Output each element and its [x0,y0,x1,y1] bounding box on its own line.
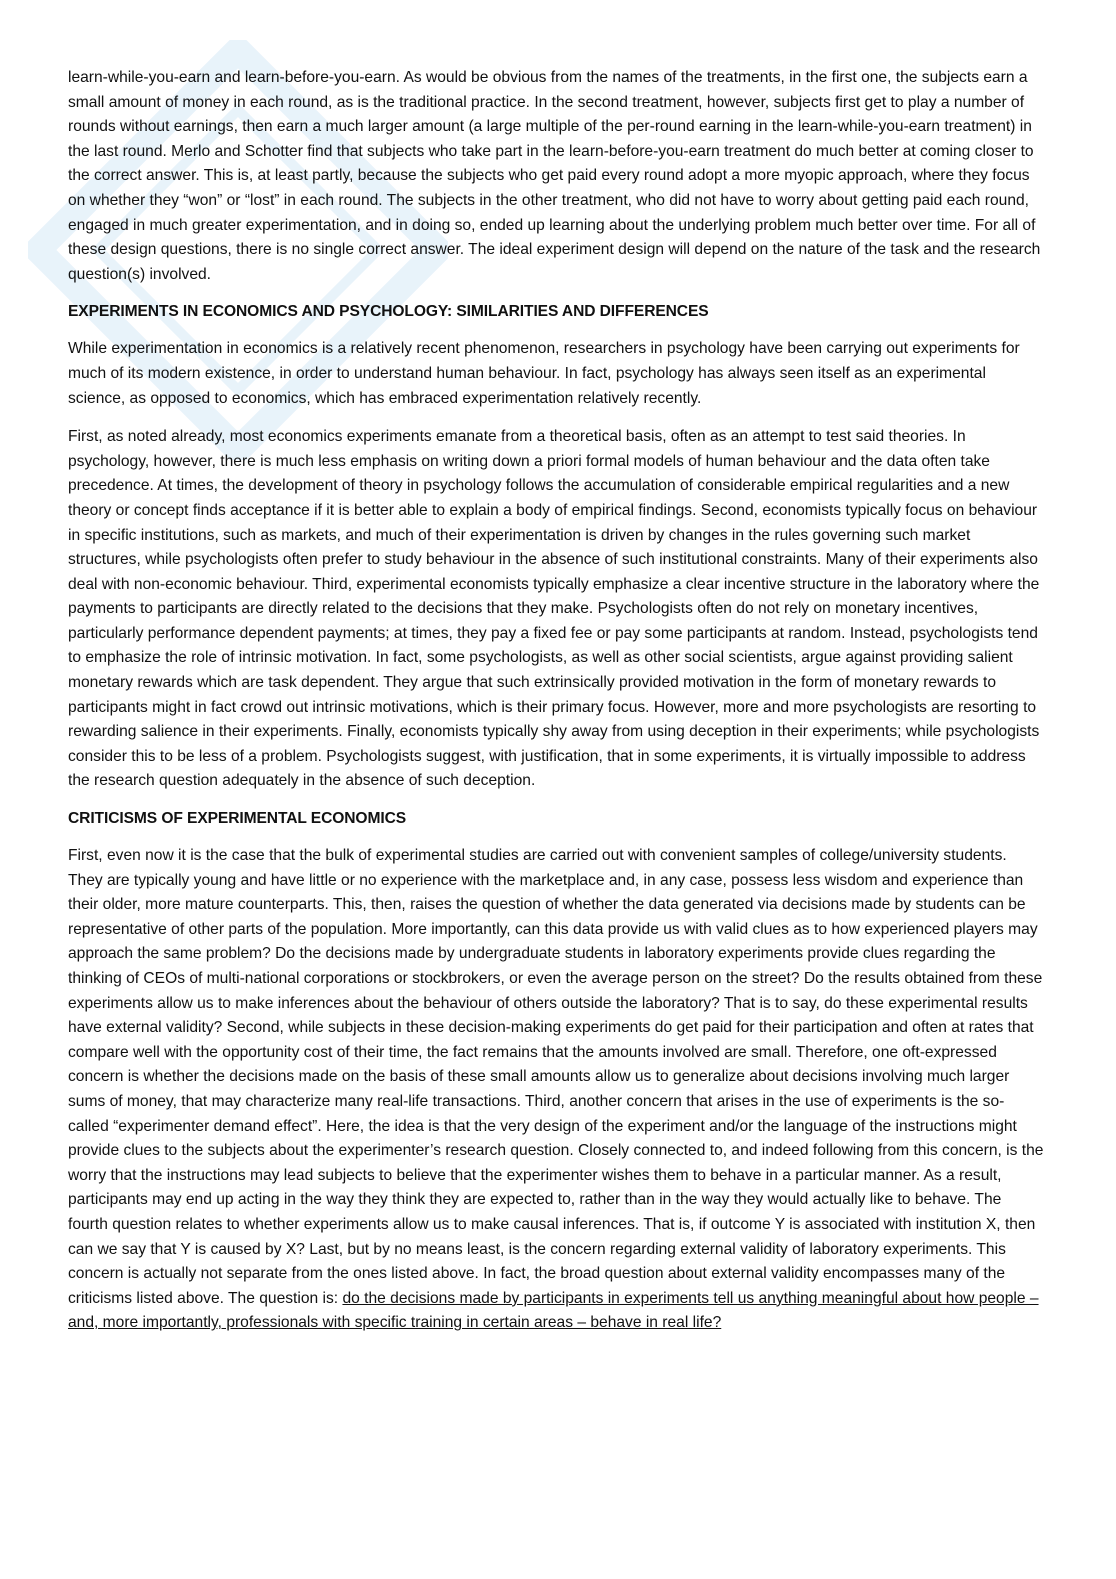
section2-paragraph-text: First, even now it is the case that the bulk of experimental studies are carried out with convenient samples of college/university students. They are typically young and have little or no experience with the marketplace and, in any case, possess less wisdom and experience than their older, more mature counterparts. This, then, raises the question of whether the data generated via decisions made by students can be representative of other parts of the population. More importantly, can this data provide us with valid clues as to how experienced players may approach the same problem? Do the decisions made by undergraduate students in laboratory experiments provide clues regarding the thinking of CEOs of multi-national corporations or stockbrokers, or even the average person on the street? Do the results obtained from these experiments allow us to make inferences about the behaviour of others outside the laboratory? That is to say, do these experimental results have external validity? Second, while subjects in these decision-making experiments do get paid for their participation and often at rates that compare well with the opportunity cost of their time, the fact remains that the amounts involved are small. Therefore, one oft-expressed concern is whether the decisions made on the basis of these small amounts allow us to generalize about decisions involving much larger sums of money, that may characterize many real-life transactions. Third, another concern that arises in the use of experiments is the so-called “experimenter demand effect”. Here, the idea is that the very design of the experiment and/or the language of the instructions might provide clues to the subjects about the experimenter’s research question. Closely connected to, and indeed following from this concern, is the worry that the instructions may lead subjects to believe that the experimenter wishes them to behave in a particular manner. As a result, participants may end up acting in the way they think they are expected to, rather than in the way they would actually like to behave. The fourth question relates to whether experiments allow us to make causal inferences. That is, if outcome Y is associated with institution X, then can we say that Y is caused by X? Last, but by no means least, is the concern regarding external validity of laboratory experiments. This concern is actually not separate from the ones listed above. In fact, the broad question about external validity encompasses many of the criticisms listed above. The question is: [68,847,1044,1307]
underlined-question: do the decisions made by participants in experiments tell us anything meaningful about how people – and, more importantly, professionals with specific training in certain areas – behave in real life? [68,1289,1039,1332]
section-heading-criticisms: CRITICISMS OF EXPERIMENTAL ECONOMICS [68,810,407,828]
section1-paragraph-2: First, as noted already, most economics experiments emanate from a theoretical basis, often as an attempt to test said theories. In psychology, however, there is much less emphasis on writing down a priori formal models of human behaviour and the data often take precedence. At times, the development of theory in psychology follows the accumulation of considerable empirical regularities and a new theory or concept finds acceptance if it is better able to explain a body of empirical findings. Second, economists typically focus on behaviour in specific institutions, such as markets, and much of their experimentation is driven by changes in the rules governing such market structures, while psychologists often prefer to study behaviour in the absence of such institutional constraints. Many of their experiments also deal with non-economic behaviour. Third, experimental economists typically emphasize a clear incentive structure in the laboratory where the payments to participants are directly related to the decisions that they make. Psychologists often do not rely on monetary incentives, particularly performance dependent payments; at times, they pay a fixed fee or pay some participants at random. Instead, psychologists tend to emphasize the role of intrinsic motivation. In fact, some psychologists, as well as other social scientists, argue against providing salient monetary rewards which are task dependent. They argue that such extrinsically provided motivation in the form of monetary rewards to participants might in fact crowd out intrinsic motivations, which is their primary focus. However, more and more psychologists are resorting to rewarding salience in their experiments. Finally, economists typically shy away from using deception in their experiments; while psychologists consider this to be less of a problem. Psychologists suggest, with justification, that in some experiments, it is virtually impossible to address the research question adequately in the absence of such deception. [68,428,1040,790]
intro-paragraph: learn-while-you-earn and learn-before-you-earn. As would be obvious from the names of the treatments, in the first one, the subjects earn a small amount of money in each round, as is the traditional practice. In the second treatment, however, subjects first get to play a number of rounds without earnings, then earn a much larger amount (a large multiple of the per-round earning in the learn-while-you-earn treatment) in the last round. Merlo and Schotter find that subjects who take part in the learn-before-you-earn treatment do much better at coming closer to the correct answer. This is, at least partly, because the subjects who get paid every round adopt a more myopic approach, where they focus on whether they “won” or “lost” in each round. The subjects in the other treatment, who did not have to worry about getting paid each round, engaged in much greater experimentation, and in doing so, ended up learning about the underlying problem much better over time. For all of these design questions, there is no single correct answer. The ideal experiment design will depend on the nature of the task and the research question(s) involved. [68,69,1041,283]
section-heading-experiments: EXPERIMENTS IN ECONOMICS AND PSYCHOLOGY: SIMILARITIES AND DIFFERENCES [68,303,709,321]
document-page [68,66,1044,1336]
section1-paragraph-1: While experimentation in economics is a relatively recent phenomenon, researchers in psychology have been carrying out experiments for much of its modern existence, in order to understand human behaviour. In fact, psychology has always seen itself as an experimental science, as opposed to economics, which has embraced experimentation relatively recently. [68,340,1020,407]
section2-paragraph-1 [68,844,1044,1336]
